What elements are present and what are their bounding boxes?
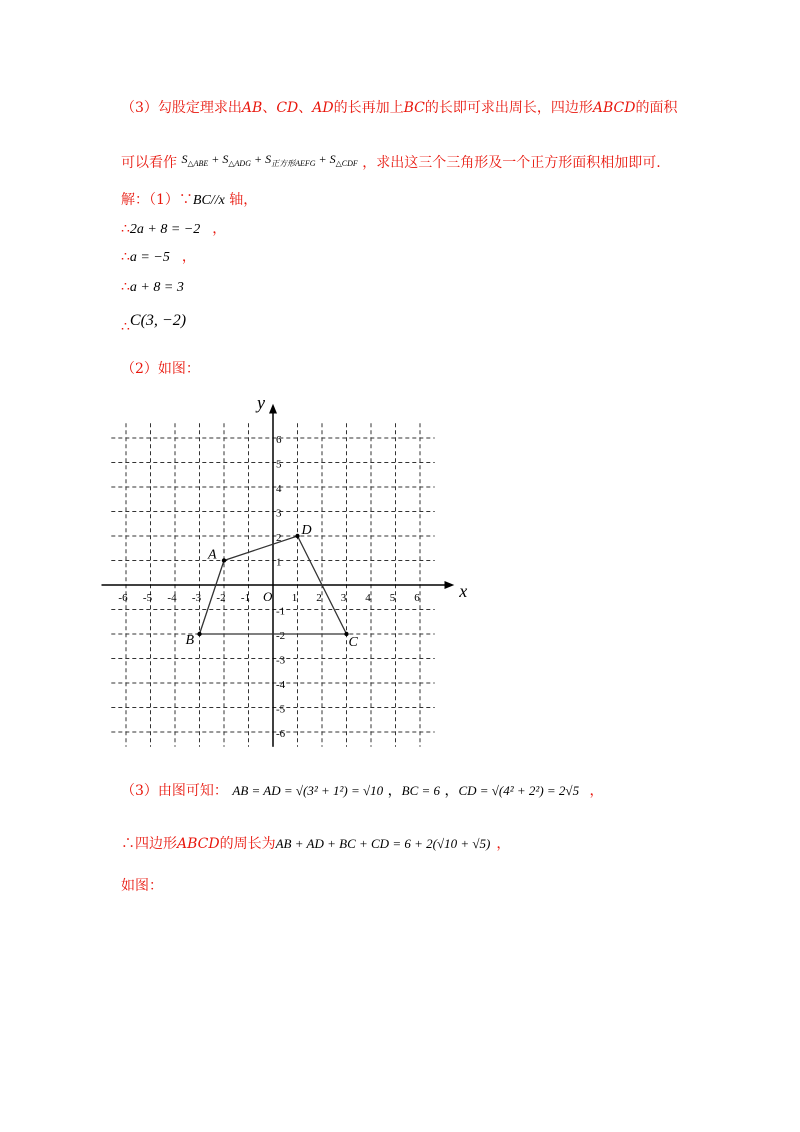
- x-tick-label: 2: [316, 592, 322, 604]
- x-axis-label: x: [459, 581, 468, 601]
- y-tick-label: -2: [276, 630, 286, 642]
- therefore-sign: ∴: [121, 279, 130, 295]
- perimeter-text-a: ∴四边形: [121, 836, 177, 852]
- hint-text-2a: 可以看作: [121, 155, 177, 171]
- comma: ，: [212, 221, 227, 237]
- perimeter-equation: AB + AD + BC + CD = 6 + 2(√10 + √5): [275, 836, 491, 851]
- y-tick-label: 4: [276, 483, 282, 495]
- vertex-point-b: [197, 632, 201, 636]
- vertex-point-a: [222, 558, 226, 562]
- point-c-result: C(3, −2): [129, 312, 187, 329]
- therefore-sign: ∴: [121, 249, 130, 265]
- comma: ，: [387, 784, 402, 799]
- perimeter-text-c: 的周长为: [219, 836, 276, 852]
- solution-label: 解：（1）∵: [121, 192, 193, 208]
- comma: ，: [444, 784, 459, 799]
- y-axis-arrow-icon: [269, 404, 277, 414]
- y-tick-label: -3: [276, 654, 286, 667]
- x-tick-label: 1: [291, 592, 298, 604]
- hint-line-1: [121, 99, 677, 117]
- y-axis-label: y: [257, 392, 265, 413]
- axes: [102, 393, 468, 747]
- y-tick-label: 1: [276, 556, 282, 569]
- y-tick-label: -6: [276, 728, 286, 740]
- coordinate-graph: [110, 390, 468, 760]
- vertex-label-b: B: [185, 633, 195, 648]
- x-tick-label: -5: [142, 592, 153, 604]
- solution-line-2: [121, 220, 226, 239]
- quadrilateral-abcd: [186, 523, 359, 650]
- origin-label: O: [263, 589, 273, 604]
- equation-ab-ad: AB = AD = √(3² + 1²) = √10: [232, 783, 384, 798]
- x-tick-label: 5: [389, 592, 396, 604]
- hint-text-1c: 的长即可求出周长，四边形: [424, 100, 593, 116]
- segment-cd: CD: [276, 100, 299, 116]
- vertex-point-d: [295, 534, 299, 538]
- area-formula: $S_{\triangle ABE} + S_{\triangle ADG} + S_{正方形AEFG} + S_{\triangle CDF}$: [181, 152, 358, 168]
- equation-1: 2a + 8 = −2: [129, 222, 201, 237]
- therefore-sign: ∴: [121, 319, 130, 335]
- x-tick-label: 3: [340, 592, 347, 604]
- x-axis-arrow-icon: [445, 581, 455, 589]
- x-tick-label: -4: [167, 592, 177, 604]
- vertex-label-c: C: [348, 635, 358, 650]
- equation-3: a + 8 = 3: [129, 280, 184, 295]
- part3-line-2: [121, 835, 510, 853]
- hint-line-2: [121, 150, 661, 173]
- separator: 、: [298, 100, 313, 116]
- perimeter-quad: ABCD: [177, 836, 220, 852]
- tick-labels: [118, 434, 420, 740]
- y-tick-label: 5: [276, 458, 282, 471]
- condition: BC//x: [192, 193, 225, 208]
- x-tick-label: 4: [365, 592, 371, 604]
- y-tick-label: -5: [276, 703, 286, 716]
- hint-text-2b: ，求出这三个三角形及一个正方形面积相加即可.: [362, 155, 661, 171]
- equation-bc: BC = 6: [401, 783, 441, 798]
- x-tick-label: -1: [240, 592, 251, 604]
- part3-line-1: [121, 782, 604, 801]
- comma: ，: [181, 249, 196, 265]
- solution-line-1: [121, 191, 257, 210]
- axis-word: 轴，: [224, 192, 258, 208]
- y-tick-label: 2: [276, 532, 282, 544]
- therefore-sign: ∴: [121, 221, 130, 237]
- x-tick-label: -6: [118, 592, 128, 604]
- equation-2: a = −5: [129, 250, 170, 265]
- x-tick-label: -3: [191, 592, 202, 604]
- segment-ad: AD: [312, 100, 334, 116]
- y-tick-label: 3: [276, 507, 282, 520]
- x-tick-label: 6: [414, 592, 420, 604]
- solution-line-4: [121, 278, 184, 297]
- hint-text-1d: 的面积: [635, 100, 678, 116]
- part3-label: （3）由图可知：: [121, 783, 228, 799]
- y-tick-label: 6: [276, 434, 282, 446]
- y-tick-label: -1: [276, 605, 286, 618]
- comma: ，: [496, 836, 511, 852]
- separator: 、: [262, 100, 277, 116]
- comma: ，: [589, 783, 604, 799]
- quad-abcd: ABCD: [592, 100, 636, 116]
- equation-cd: CD = √(4² + 2²) = 2√5: [458, 783, 580, 798]
- solution-line-3: [121, 248, 196, 267]
- segment-bc: BC: [403, 100, 425, 116]
- vertex-label-a: A: [208, 547, 217, 563]
- hint-text-1a: （3）勾股定理求出: [121, 100, 242, 116]
- part2-label: （2）如图：: [121, 361, 200, 377]
- solution-line-5: [121, 312, 186, 336]
- x-tick-label: -2: [216, 592, 226, 604]
- hint-text-1b: 的长再加上: [333, 100, 404, 116]
- ru-tu-label: 如图：: [121, 878, 163, 894]
- vertex-label-d: D: [301, 523, 312, 538]
- segment-ab: AB: [241, 100, 263, 116]
- y-tick-label: -4: [276, 679, 286, 691]
